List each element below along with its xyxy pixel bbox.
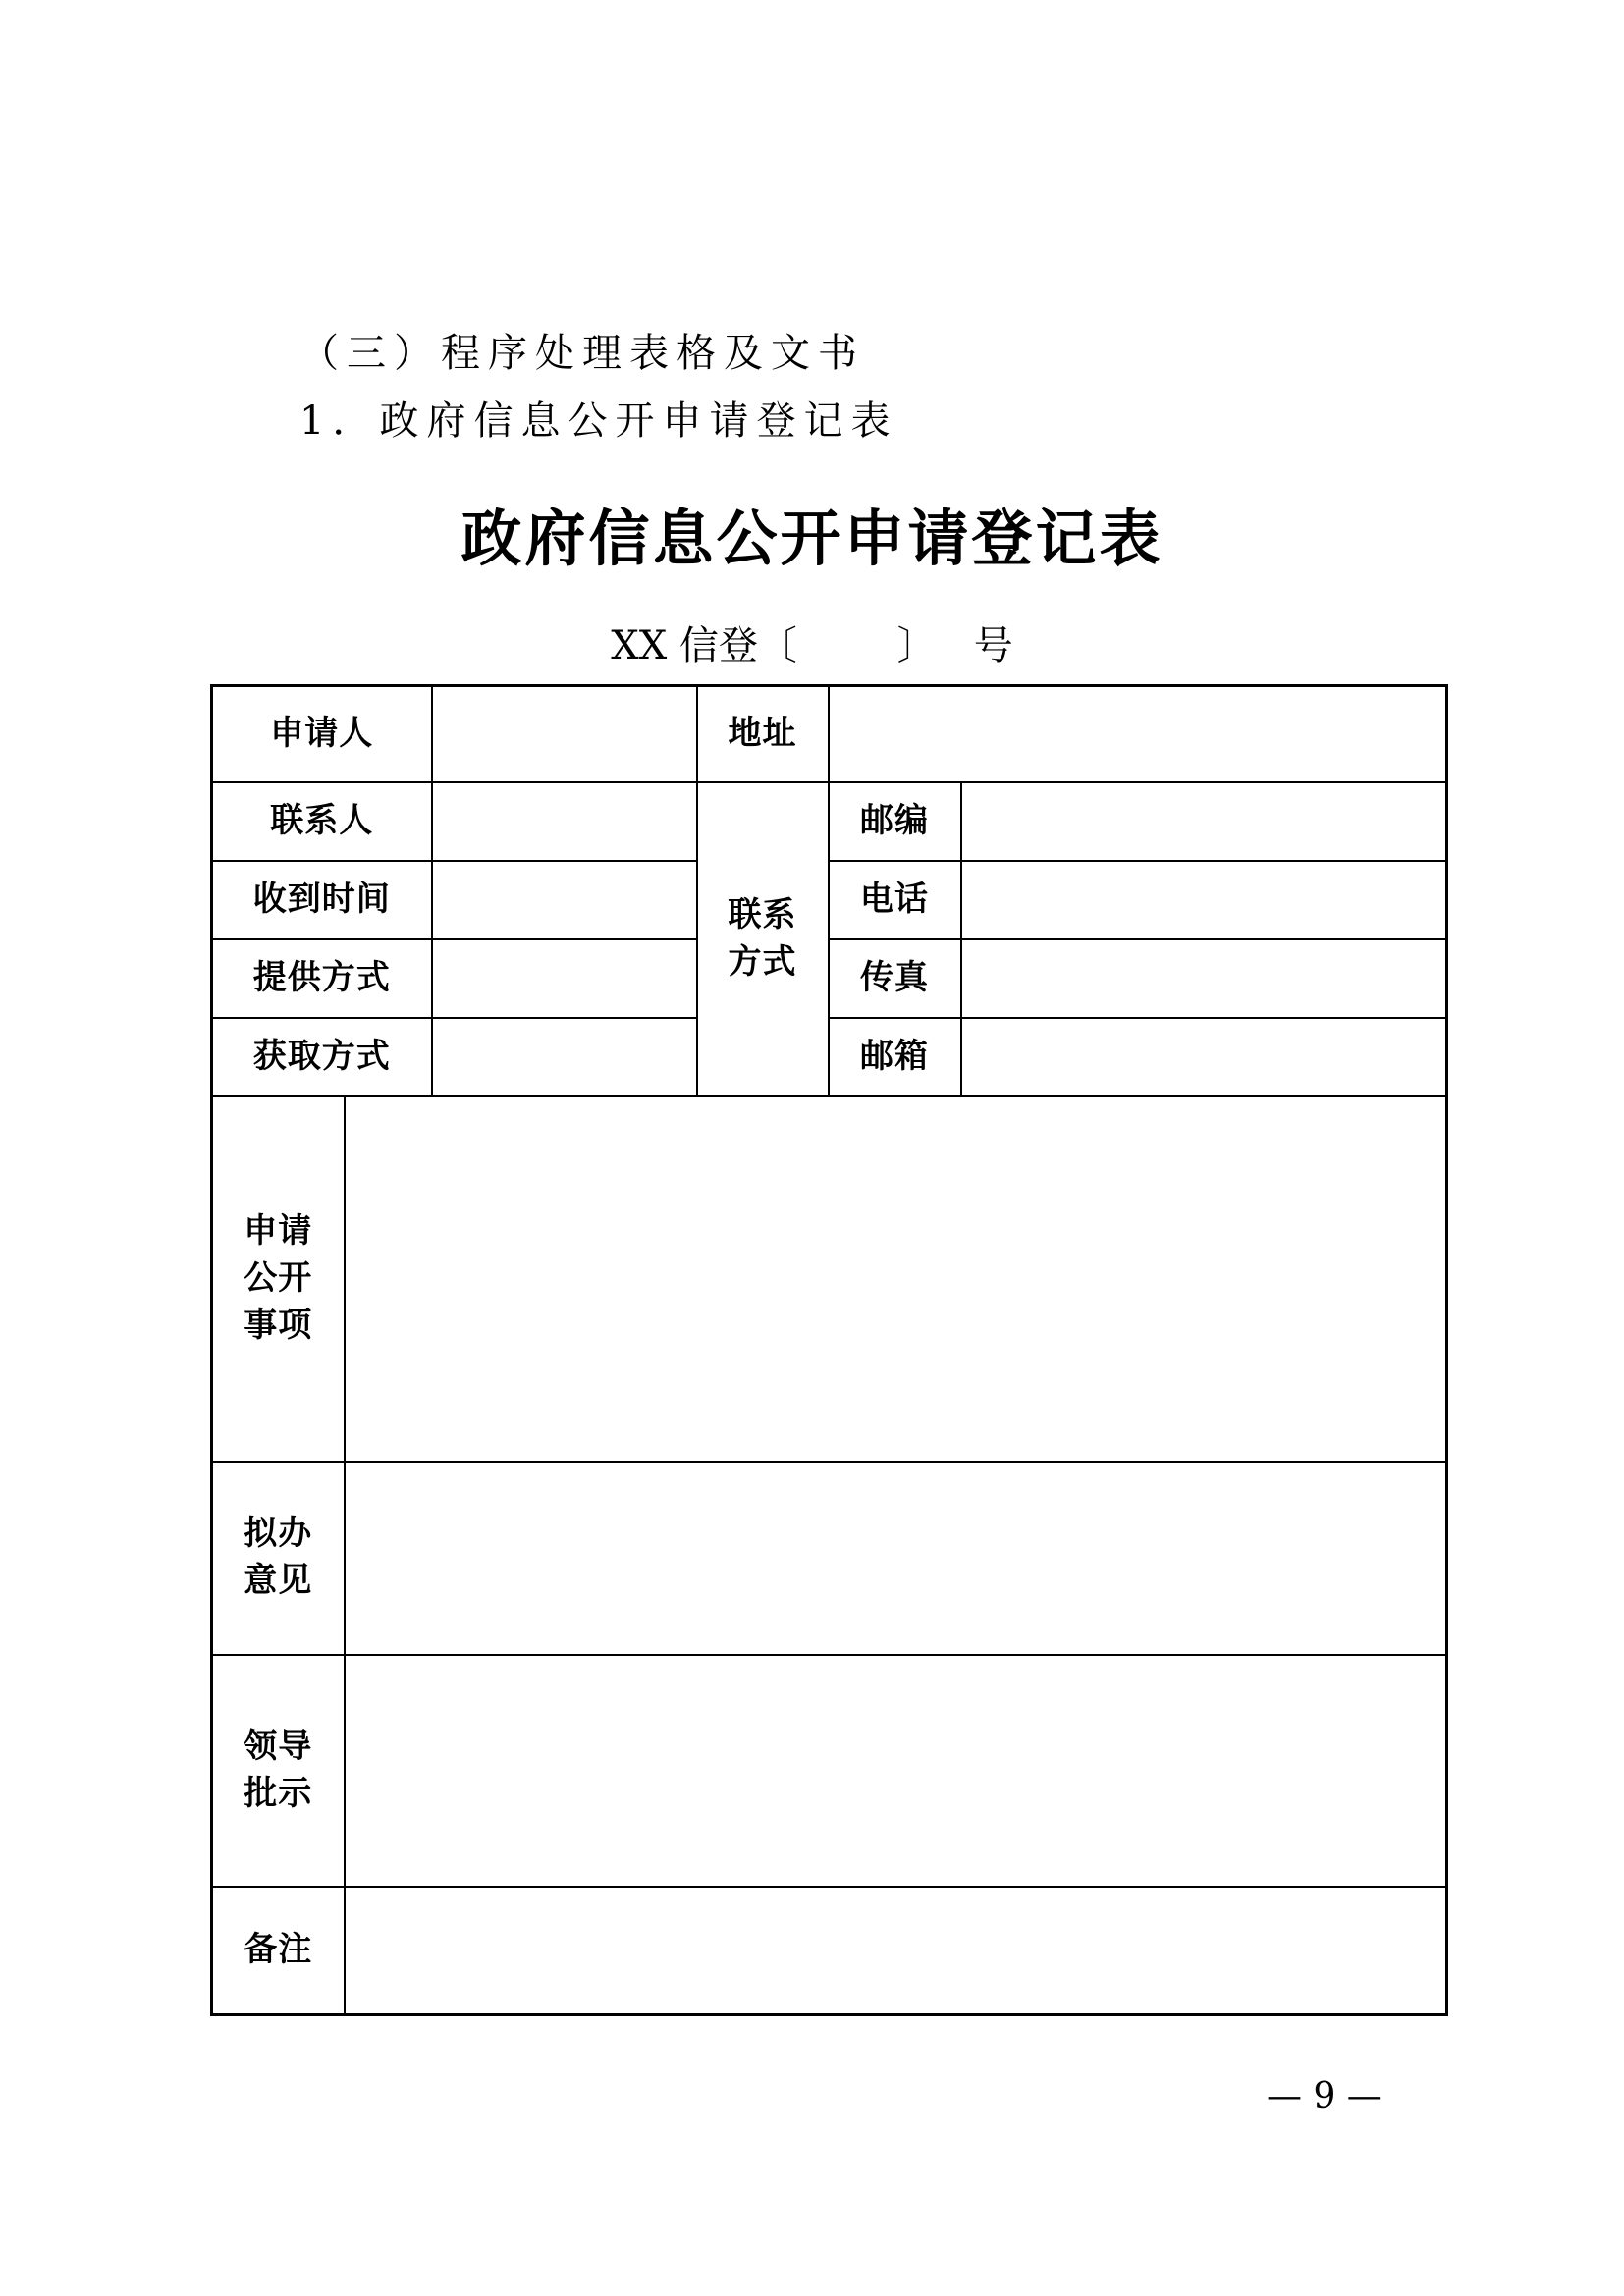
- leader-instruction-label-cell: [212, 1655, 345, 1887]
- provide-method-label: 提供方式: [212, 939, 432, 1018]
- contact-person-field[interactable]: [432, 782, 697, 861]
- registration-number: XX 信登〔 〕 号: [611, 623, 1013, 668]
- applicant-label: 申请人: [212, 686, 432, 782]
- leader-instruction-field[interactable]: [345, 1655, 1447, 1887]
- section-heading: （三）程序处理表格及文书: [299, 331, 865, 376]
- form-row-remarks: [212, 1887, 1447, 2015]
- contact-method-label-cell: [697, 782, 829, 1096]
- requested-items-label-cell: [212, 1096, 345, 1462]
- form-row-contact-person: [212, 782, 1447, 861]
- form-row-provide-method: [212, 939, 1447, 1018]
- received-time-field[interactable]: [432, 861, 697, 939]
- email-field[interactable]: [961, 1018, 1447, 1096]
- form-row-requested-items: [212, 1096, 1447, 1462]
- form-row-received-time: [212, 861, 1447, 939]
- form-row-applicant: [212, 686, 1447, 782]
- phone-field[interactable]: [961, 861, 1447, 939]
- received-time-label: 收到时间: [212, 861, 432, 939]
- address-label: 地址: [697, 686, 829, 782]
- applicant-field[interactable]: [432, 686, 697, 782]
- requested-items-label: 申请公开事项: [244, 1210, 313, 1346]
- remarks-label: 备注: [212, 1887, 345, 2015]
- form-title: 政府信息公开申请登记表: [460, 503, 1164, 574]
- fax-label: 传真: [829, 939, 961, 1018]
- email-label: 邮箱: [829, 1018, 961, 1096]
- requested-items-field[interactable]: [345, 1096, 1447, 1462]
- proposed-opinion-field[interactable]: [345, 1462, 1447, 1655]
- page-number: — 9 —: [1267, 2076, 1382, 2116]
- item-heading: 1．政府信息公开申请登记表: [299, 399, 898, 444]
- form-row-obtain-method: [212, 1018, 1447, 1096]
- obtain-method-label: 获取方式: [212, 1018, 432, 1096]
- proposed-opinion-label: 拟办意见: [244, 1514, 313, 1601]
- contact-person-label: 联系人: [212, 782, 432, 861]
- obtain-method-field[interactable]: [432, 1018, 697, 1096]
- postcode-label: 邮编: [829, 782, 961, 861]
- provide-method-field[interactable]: [432, 939, 697, 1018]
- form-row-proposed-opinion: [212, 1462, 1447, 1655]
- postcode-field[interactable]: [961, 782, 1447, 861]
- registration-form-table: [210, 684, 1448, 2016]
- remarks-field[interactable]: [345, 1887, 1447, 2015]
- proposed-opinion-label-cell: [212, 1462, 345, 1655]
- address-field[interactable]: [829, 686, 1447, 782]
- fax-field[interactable]: [961, 939, 1447, 1018]
- contact-method-label: 联系方式: [728, 894, 797, 982]
- form-row-leader-instruction: [212, 1655, 1447, 1887]
- phone-label: 电话: [829, 861, 961, 939]
- leader-instruction-label: 领导批示: [244, 1726, 313, 1813]
